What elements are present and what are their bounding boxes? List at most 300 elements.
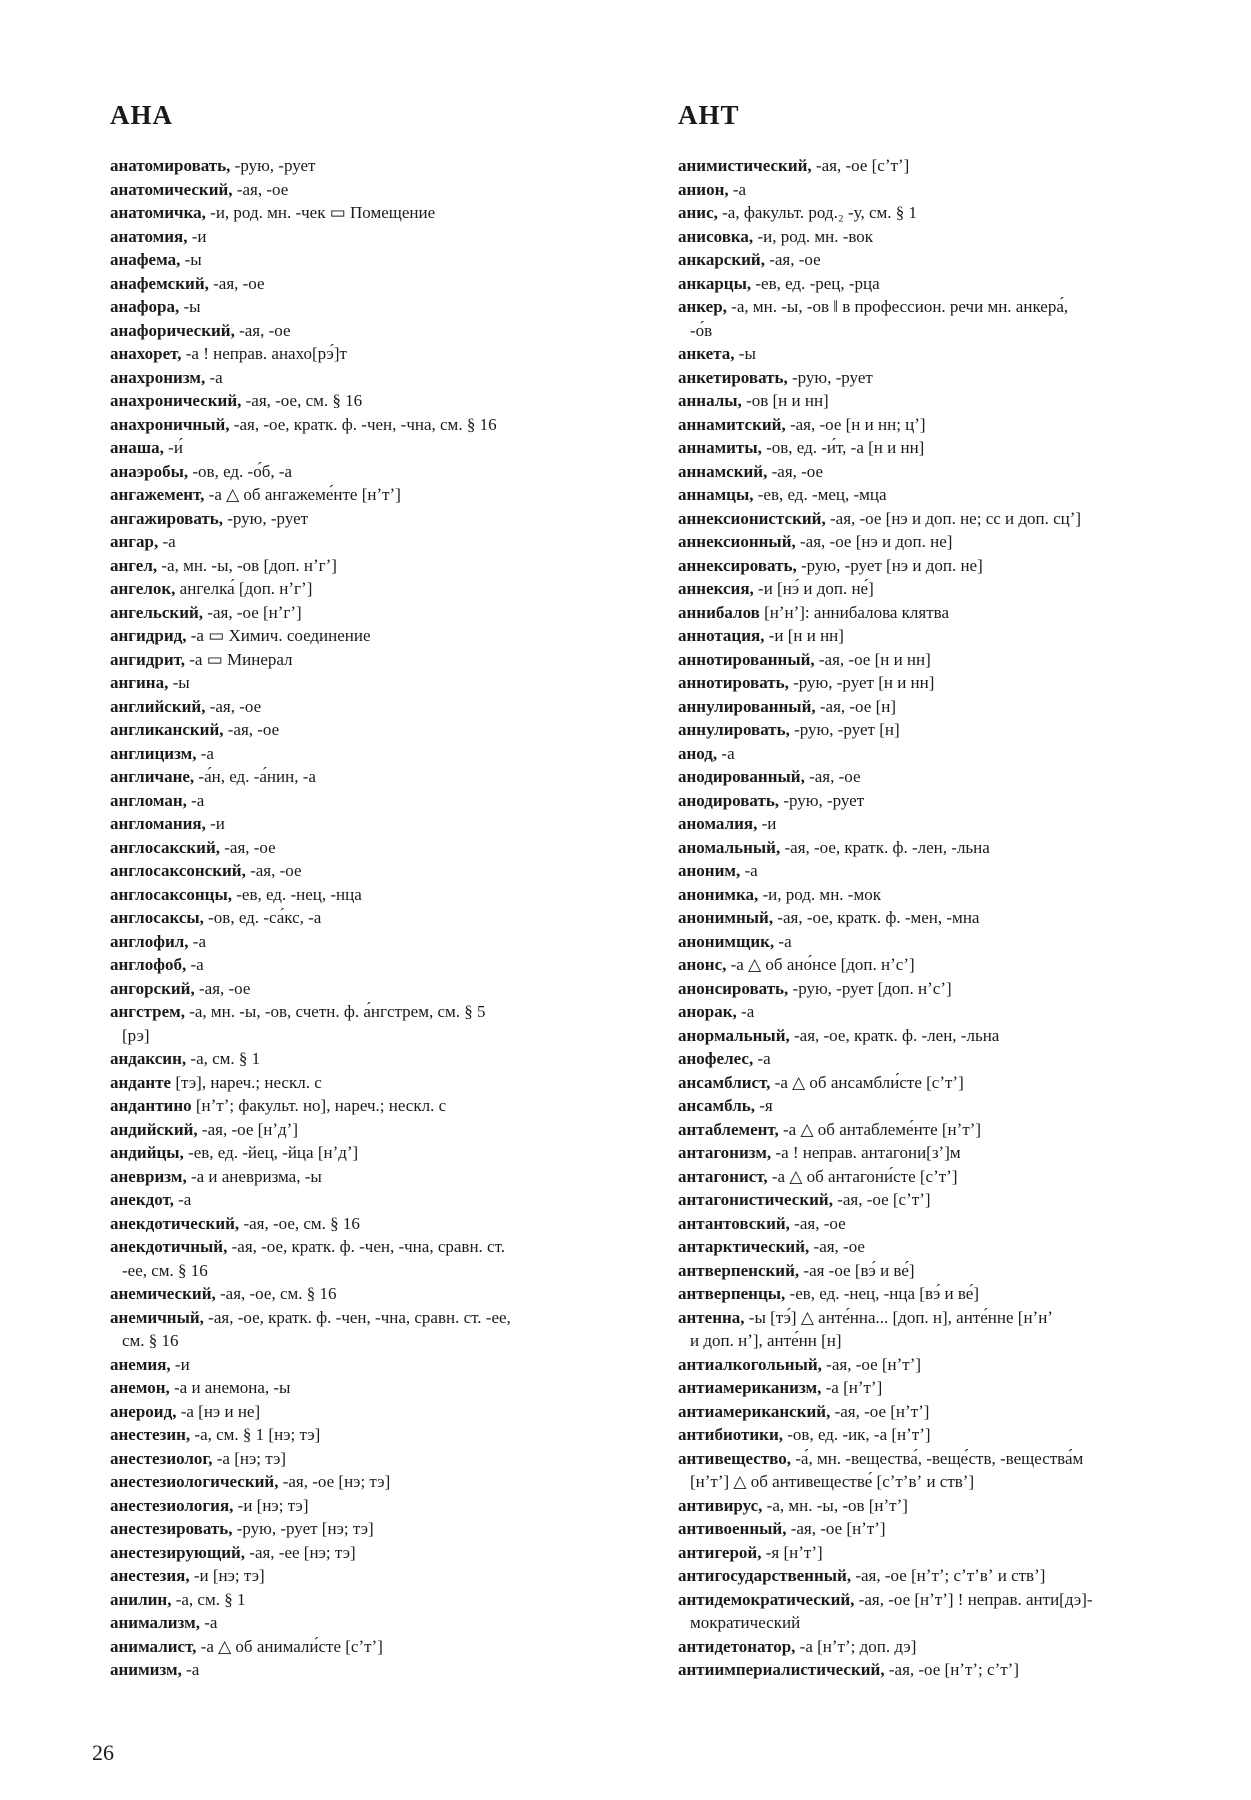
headword: аннексионный,	[678, 532, 796, 551]
headword: ангстрем,	[110, 1002, 185, 1021]
entry-grammar: см. § 16	[122, 1331, 179, 1350]
dictionary-entry	[678, 460, 1223, 484]
dictionary-entry	[678, 178, 1223, 202]
headword: аннамитский,	[678, 414, 786, 434]
dictionary-entry	[678, 295, 1223, 319]
entry-grammar: -ая, -ое [нʼтʼ; сʼтʼвʼ и ствʼ]	[851, 1566, 1046, 1585]
headword: анекдотичный,	[110, 1237, 228, 1256]
entry-grammar: -а и анемона, -ы	[169, 1378, 291, 1397]
entry-grammar: -а	[196, 743, 214, 763]
headword: анонимщик,	[678, 931, 775, 951]
headword: антантовский,	[678, 1213, 790, 1233]
dictionary-entry	[678, 389, 1223, 413]
entry-grammar: -ая, -ое	[208, 273, 265, 293]
dictionary-entry	[678, 977, 1223, 1001]
dictionary-entry	[678, 366, 1223, 390]
dictionary-entry	[678, 1094, 1223, 1118]
headword: англосаксонский,	[110, 861, 246, 880]
headword: антиимпериалистический,	[678, 1660, 885, 1679]
entry-grammar: -а	[158, 532, 176, 551]
headword: анилин,	[110, 1589, 172, 1609]
dictionary-entry	[110, 460, 655, 484]
headword: анекдот,	[110, 1190, 174, 1209]
entry-grammar: -ая, -ое	[245, 861, 302, 880]
headword: анестезирующий,	[110, 1542, 246, 1562]
entry-grammar: -ая, -ое [сʼтʼ]	[832, 1190, 931, 1209]
entry-grammar: -а, мн. -ы, -ов [нʼтʼ]	[762, 1495, 908, 1515]
dictionary-entry	[110, 1635, 655, 1659]
headword: антагонист,	[678, 1166, 768, 1186]
entry-grammar: -ая, -ое [н и нн]	[814, 649, 931, 669]
headword: анорак,	[678, 1002, 737, 1021]
headword: аннулированный,	[678, 696, 816, 716]
headword: аннотированный,	[678, 649, 815, 669]
entry-grammar: -ов, ед. -са́кс, -а	[203, 908, 322, 927]
headword: андийский,	[110, 1119, 198, 1139]
dictionary-entry	[678, 436, 1223, 460]
entry-grammar: -а	[736, 1002, 755, 1021]
entry-grammar: -а, мн. -ы, -ов [доп. нʼгʼ]	[157, 555, 337, 575]
entry-grammar: [тэ], нареч.; нескл. с	[171, 1072, 322, 1092]
dictionary-entry	[110, 789, 655, 813]
entry-grammar: -я [нʼтʼ]	[761, 1542, 823, 1562]
dictionary-entry	[678, 1400, 1223, 1424]
dictionary-entry	[678, 1282, 1223, 1306]
dictionary-entry	[678, 789, 1223, 813]
headword: анкета,	[678, 344, 735, 363]
headword: аннексия,	[678, 579, 754, 598]
dictionary-entry	[678, 859, 1223, 883]
dictionary-entry	[110, 507, 655, 531]
entry-grammar: -и [нэ́ и доп. не́]	[753, 579, 874, 598]
dictionary-entry	[110, 836, 655, 860]
dictionary-entry	[110, 953, 655, 977]
entry-grammar: -ая, -ее [нэ; тэ]	[245, 1542, 356, 1562]
dictionary-entry	[110, 1212, 655, 1236]
entry-grammar: -ы [тэ́] △ анте́нна... [доп. н], анте́нне [нʼнʼ	[744, 1307, 1053, 1327]
dictionary-entry	[678, 507, 1223, 531]
headword: аннамцы,	[678, 485, 754, 504]
dictionary-entry	[110, 601, 655, 625]
dictionary-entry	[110, 319, 655, 343]
dictionary-entry	[678, 930, 1223, 954]
headword: ангина,	[110, 673, 169, 692]
headword: анестезировать,	[110, 1519, 233, 1538]
dictionary-entry	[678, 483, 1223, 507]
headword: антигерой,	[678, 1542, 762, 1562]
entry-grammar: -а, см. § 1	[186, 1049, 261, 1068]
right-column	[678, 154, 1223, 1682]
entry-grammar: -ев, ед. -нец, -нца [вэ́ и ве́]	[785, 1284, 980, 1303]
dictionary-entry	[110, 554, 655, 578]
headword: антиамериканизм,	[678, 1378, 822, 1397]
dictionary-entry	[110, 883, 655, 907]
dictionary-entry	[678, 1376, 1223, 1400]
headword: анахорет,	[110, 344, 182, 363]
dictionary-entry	[678, 1024, 1223, 1048]
headword: анимализм,	[110, 1613, 200, 1632]
headword: анестезиология,	[110, 1495, 234, 1515]
entry-grammar: -ая, -ое [нэ и доп. не]	[795, 532, 953, 551]
page-number: 26	[92, 1740, 114, 1765]
dictionary-entry	[110, 1071, 655, 1095]
headword: англосаксы,	[110, 908, 204, 927]
dictionary-entry	[678, 201, 1223, 225]
entry-grammar: -а	[188, 931, 207, 951]
dictionary-entry	[110, 1141, 655, 1165]
entry-grammar: -рую, -рует [доп. нʼсʼ]	[788, 978, 952, 998]
dictionary-entry	[678, 154, 1223, 178]
entry-grammar: -а	[199, 1613, 218, 1632]
headword: аннексировать,	[678, 555, 797, 575]
dictionary-entry	[678, 601, 1223, 625]
entry-grammar: -рую, -рует [нэ и доп. не]	[796, 555, 983, 575]
entry-grammar: -ая, -ое [нʼтʼ]	[830, 1401, 930, 1421]
dictionary-entry	[110, 906, 655, 930]
entry-grammar: -а, факульт. род.₂ -у, см. § 1	[717, 203, 918, 222]
entry-grammar: -ая, -ое [нʼтʼ]	[821, 1354, 922, 1374]
headword: антидетонатор,	[678, 1636, 796, 1656]
entry-grammar: -ая, -ое	[223, 720, 280, 739]
headword: антибиотики,	[678, 1425, 783, 1444]
entry-grammar: -ая, -ое [нʼгʼ]	[203, 602, 302, 622]
dictionary-entry	[678, 1259, 1223, 1283]
entry-grammar: мократический	[690, 1613, 801, 1632]
entry-grammar: -ая, -ое [н]	[815, 696, 896, 716]
dictionary-entry	[678, 1658, 1223, 1682]
entry-grammar: -а	[181, 1660, 200, 1679]
headword: ангажировать,	[110, 508, 223, 528]
dictionary-entry	[678, 1588, 1223, 1612]
headword: антивещество,	[678, 1448, 791, 1468]
entry-continuation	[110, 1259, 655, 1283]
dictionary-entry	[678, 1188, 1223, 1212]
dictionary-entry	[678, 883, 1223, 907]
dictionary-entry	[110, 1094, 655, 1118]
entry-grammar: -ы	[168, 673, 190, 692]
dictionary-entry	[110, 1541, 655, 1565]
dictionary-entry	[678, 342, 1223, 366]
dictionary-entry	[110, 577, 655, 601]
entry-continuation	[678, 1611, 1223, 1635]
dictionary-entry	[110, 154, 655, 178]
dictionary-entry	[678, 812, 1223, 836]
dictionary-entry	[678, 413, 1223, 437]
dictionary-entry	[110, 342, 655, 366]
entry-grammar: -ая, -ое	[194, 978, 251, 998]
headword: анималист,	[110, 1636, 197, 1656]
dictionary-entry	[110, 671, 655, 695]
headword: анодировать,	[678, 790, 780, 810]
headword: англичане,	[110, 767, 195, 786]
entry-grammar: -и [н и нн]	[764, 626, 844, 645]
dictionary-entry	[110, 1282, 655, 1306]
dictionary-entry	[110, 624, 655, 648]
dictionary-entry	[110, 1376, 655, 1400]
dictionary-entry	[678, 1541, 1223, 1565]
entry-grammar: и доп. нʼ], анте́нн [н]	[690, 1331, 842, 1350]
entry-grammar: -а	[728, 179, 747, 199]
entry-grammar: -ая, -ое, кратк. ф. -чен, -чна, сравн. ст.	[227, 1237, 505, 1256]
headword: анафема,	[110, 250, 181, 269]
entry-grammar: -а, мн. -ы, -ов, счетн. ф. а́нгстрем, см. § 5	[184, 1002, 486, 1021]
headword: анион,	[678, 179, 729, 199]
headword: анонимка,	[678, 884, 759, 904]
running-head-left: АНА	[110, 100, 173, 130]
dictionary-entry	[678, 671, 1223, 695]
headword: андаксин,	[110, 1049, 187, 1068]
entry-grammar: -а, см. § 1	[171, 1589, 246, 1609]
headword: анисовка,	[678, 226, 754, 246]
dictionary-entry	[678, 1235, 1223, 1259]
entry-grammar: -а́, мн. -вещества́, -веще́ств, -вещества́м	[790, 1448, 1084, 1468]
headword: анафемский,	[110, 273, 209, 293]
dictionary-entry	[110, 272, 655, 296]
dictionary-entry	[110, 530, 655, 554]
dictionary-entry	[678, 1564, 1223, 1588]
headword: англоман,	[110, 790, 187, 810]
entry-grammar: -ая, -ое [нэ; тэ]	[278, 1472, 391, 1491]
entry-grammar: -ая, -ое	[764, 250, 821, 269]
entry-grammar: -а	[753, 1049, 771, 1068]
entry-grammar: -ая, -ое [сʼтʼ]	[811, 156, 910, 175]
headword: анонимный,	[678, 908, 774, 927]
entry-grammar: -ая, -ое [н и нн; цʼ]	[785, 414, 926, 434]
dictionary-entry	[110, 1564, 655, 1588]
entry-grammar: -ая, -ое [нʼтʼ; сʼтʼ]	[884, 1660, 1019, 1679]
entry-grammar: -и	[187, 226, 207, 246]
headword: англофоб,	[110, 955, 187, 974]
headword: анемический,	[110, 1284, 216, 1303]
headword: антагонистический,	[678, 1190, 833, 1209]
entry-continuation	[110, 1329, 655, 1353]
headword: антенна,	[678, 1307, 745, 1327]
headword: аннотация,	[678, 626, 765, 645]
headword: антидемократический,	[678, 1589, 855, 1609]
entry-grammar: -ая, -ое, см. § 16	[241, 391, 363, 410]
entry-grammar: -ев, ед. -йец, -йца [нʼдʼ]	[183, 1143, 359, 1162]
entry-grammar: [нʼнʼ]: аннибалова клятва	[759, 602, 950, 622]
headword: андийцы,	[110, 1143, 184, 1162]
dictionary-entry	[110, 1047, 655, 1071]
headword: анахронизм,	[110, 367, 206, 387]
entry-grammar: -ая, -ое	[234, 320, 291, 340]
dictionary-entry	[110, 1423, 655, 1447]
dictionary-entry	[110, 366, 655, 390]
headword: антарктический,	[678, 1237, 810, 1256]
headword: анормальный,	[678, 1025, 790, 1045]
dictionary-entry	[110, 1000, 655, 1024]
headword: анимистический,	[678, 156, 812, 175]
headword: антивирус,	[678, 1495, 763, 1515]
headword: аннулировать,	[678, 720, 790, 739]
entry-grammar: -а △ об антаблеме́нте [нʼтʼ]	[778, 1119, 982, 1139]
dictionary-entry	[678, 248, 1223, 272]
headword: анис,	[678, 203, 718, 222]
headword: аннексионистский,	[678, 508, 826, 528]
entry-grammar: -ов, ед. -о́б, -а	[188, 461, 293, 481]
dictionary-entry	[110, 765, 655, 789]
headword: анестезин,	[110, 1425, 191, 1444]
entry-grammar: -а [нэ и не]	[176, 1401, 261, 1421]
entry-grammar: -ая, -ое, кратк. ф. -лен, -льна	[789, 1025, 1000, 1045]
entry-grammar: -и	[205, 814, 225, 833]
entry-grammar: -а [нʼтʼ]	[821, 1378, 883, 1397]
entry-grammar: -и, род. мн. -чек ▭ Помещение	[205, 203, 436, 222]
entry-grammar: -а [нэ; тэ]	[212, 1448, 287, 1468]
headword: ангел,	[110, 555, 158, 575]
entry-grammar: -ев, ед. -мец, -мца	[753, 485, 887, 504]
headword: андантино	[110, 1096, 192, 1115]
entry-grammar: -а △ об ансамбли́сте [сʼтʼ]	[770, 1072, 964, 1092]
left-column	[110, 154, 655, 1682]
entry-grammar: -ая, -ое, кратк. ф. -лен, -льна	[780, 837, 990, 857]
dictionary-entry	[678, 577, 1223, 601]
entry-grammar: -ая -ое [вэ́ и ве́]	[799, 1260, 915, 1280]
dictionary-entry	[678, 1000, 1223, 1024]
headword: антверпенцы,	[678, 1284, 786, 1303]
dictionary-entry	[678, 765, 1223, 789]
dictionary-entry	[678, 1423, 1223, 1447]
headword: английский,	[110, 696, 206, 716]
entry-grammar: -а	[740, 861, 758, 880]
entry-grammar: -а △ об антагони́сте [сʼтʼ]	[767, 1166, 958, 1186]
dictionary-entry	[678, 718, 1223, 742]
running-head-right: АНТ	[678, 100, 740, 130]
headword: ангельский,	[110, 602, 204, 622]
headword: анестезия,	[110, 1566, 190, 1585]
dictionary-entry	[110, 812, 655, 836]
entry-grammar: -а и аневризма, -ы	[186, 1166, 322, 1186]
entry-grammar: -ая, -ое [нʼдʼ]	[197, 1119, 299, 1139]
dictionary-entry	[678, 225, 1223, 249]
dictionary-entry	[110, 1306, 655, 1330]
entry-grammar: -рую, -рует [н и нн]	[788, 673, 935, 692]
entry-grammar: -ая, -ое	[789, 1213, 846, 1233]
headword: аннамский,	[678, 461, 768, 481]
dictionary-entry	[678, 624, 1223, 648]
headword: анатомичка,	[110, 203, 206, 222]
headword: анкарский,	[678, 250, 765, 269]
dictionary-entry	[678, 1071, 1223, 1095]
entry-grammar: -и́	[163, 438, 183, 457]
entry-grammar: -рую, -рует	[779, 790, 865, 810]
headword: аннибалов	[678, 602, 760, 622]
entry-grammar: ангелка́ [доп. нʼгʼ]	[175, 579, 313, 598]
entry-grammar: -ая, -ое	[804, 767, 861, 786]
dictionary-entry	[110, 483, 655, 507]
dictionary-entry	[110, 1611, 655, 1635]
dictionary-entry	[678, 1306, 1223, 1330]
headword: ансамблист,	[678, 1072, 771, 1092]
headword: антаблемент,	[678, 1119, 779, 1139]
headword: анкарцы,	[678, 273, 752, 293]
entry-grammar: -ая, -ое, см. § 16	[215, 1284, 337, 1303]
entry-grammar: -ов [н и нн]	[741, 391, 829, 410]
headword: англосаксонцы,	[110, 884, 232, 904]
dictionary-entry	[110, 413, 655, 437]
entry-grammar: -а	[717, 743, 735, 763]
headword: аноним,	[678, 861, 741, 880]
headword: анемия,	[110, 1354, 171, 1374]
dictionary-entry	[678, 648, 1223, 672]
headword: анимизм,	[110, 1660, 182, 1679]
entry-grammar: -и [нэ; тэ]	[233, 1495, 309, 1515]
dictionary-entry	[678, 1165, 1223, 1189]
headword: анатомировать,	[110, 156, 231, 175]
entry-continuation	[678, 319, 1223, 343]
dictionary-entry	[110, 201, 655, 225]
entry-grammar: -а	[205, 367, 223, 387]
headword: ангар,	[110, 532, 159, 551]
entry-grammar: -ая, -ое, кратк. ф. -чен, -чна, сравн. ст. -ее,	[203, 1307, 511, 1327]
headword: анонс,	[678, 955, 727, 974]
dictionary-entry	[678, 906, 1223, 930]
entry-continuation	[110, 1024, 655, 1048]
entry-grammar: -ая, -ое, кратк. ф. -чен, -чна, см. § 16	[229, 414, 497, 434]
dictionary-entry	[110, 1118, 655, 1142]
entry-grammar: -рую, -рует	[223, 508, 309, 528]
dictionary-entry	[110, 248, 655, 272]
headword: анестезиологический,	[110, 1472, 279, 1491]
headword: антигосударственный,	[678, 1566, 852, 1585]
entry-grammar: -ев, ед. -рец, -рца	[751, 273, 880, 293]
headword: ангелок,	[110, 579, 176, 598]
entry-grammar: -а	[186, 790, 205, 810]
headword: аневризм,	[110, 1166, 187, 1186]
headword: анафорический,	[110, 320, 235, 340]
headword: аномалия,	[678, 814, 758, 833]
entry-grammar: -ов, ед. -ик, -а [нʼтʼ]	[783, 1425, 931, 1444]
entry-grammar: -а ! неправ. антагони[зʼ]м	[771, 1143, 961, 1162]
dictionary-entry	[110, 1517, 655, 1541]
headword: ансамбль,	[678, 1096, 755, 1115]
headword: анаша,	[110, 438, 164, 457]
headword: антиамериканский,	[678, 1401, 831, 1421]
dictionary-entry	[678, 1141, 1223, 1165]
dictionary-entry	[110, 1588, 655, 1612]
entry-grammar: -ая, -ое	[767, 461, 824, 481]
entry-continuation	[678, 1470, 1223, 1494]
dictionary-entry	[110, 1188, 655, 1212]
dictionary-entry	[110, 718, 655, 742]
dictionary-entry	[110, 648, 655, 672]
entry-grammar: [нʼтʼ] △ об антивеществе́ [сʼтʼвʼ и ствʼ]	[690, 1472, 975, 1491]
headword: ангидрит,	[110, 649, 185, 669]
entry-grammar: -о́в	[690, 320, 713, 340]
headword: анероид,	[110, 1401, 177, 1421]
dictionary-entry	[110, 389, 655, 413]
headword: анналы,	[678, 391, 742, 410]
dictionary-entry	[110, 1400, 655, 1424]
entry-grammar: [рэ]	[122, 1025, 150, 1045]
headword: аннотировать,	[678, 673, 789, 692]
dictionary-entry	[678, 1353, 1223, 1377]
headword: анатомия,	[110, 226, 188, 246]
headword: анахроничный,	[110, 414, 230, 434]
dictionary-entry	[110, 295, 655, 319]
entry-grammar: -ы	[734, 344, 756, 363]
entry-grammar: -ы	[180, 250, 202, 269]
headword: анданте	[110, 1072, 172, 1092]
headword: анемон,	[110, 1378, 170, 1397]
headword: анахронический,	[110, 391, 242, 410]
headword: антиалкогольный,	[678, 1354, 822, 1374]
dictionary-entry	[110, 1447, 655, 1471]
entry-grammar: -ая, -ое, см. § 16	[239, 1213, 360, 1233]
entry-grammar: -рую, -рует	[787, 367, 873, 387]
headword: аномальный,	[678, 837, 781, 857]
